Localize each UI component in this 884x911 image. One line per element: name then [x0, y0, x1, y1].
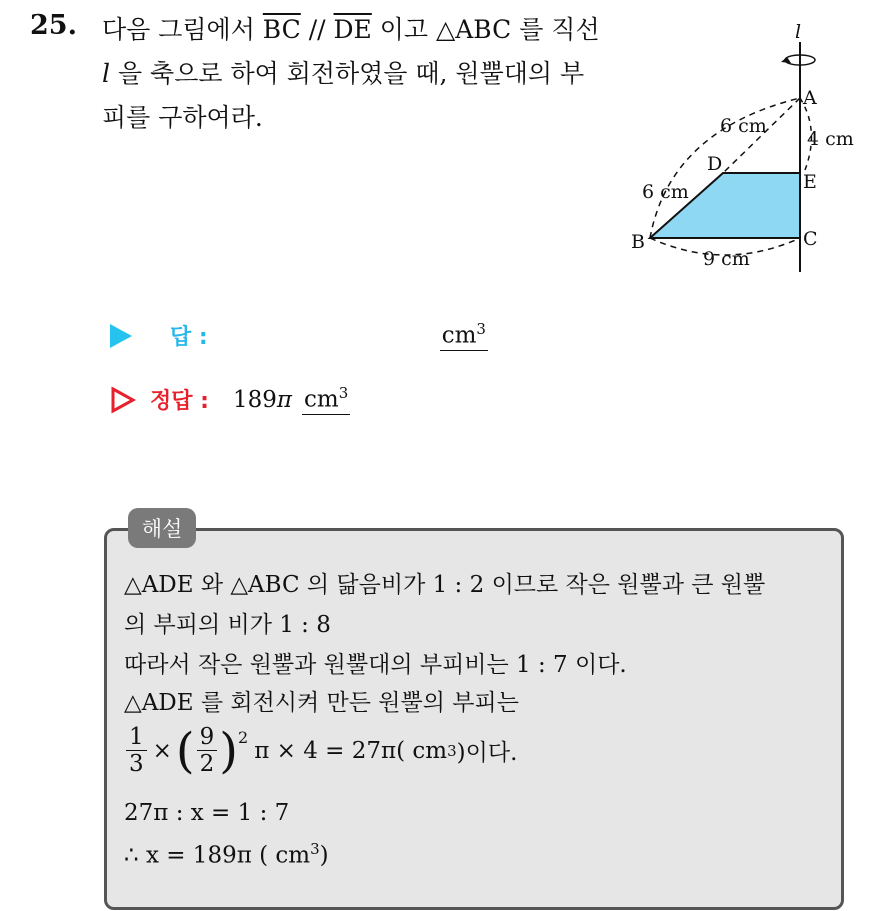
axis-label: l — [795, 21, 802, 43]
answer-row — [110, 320, 488, 351]
point-a-label: A — [803, 87, 817, 109]
left-paren: ( — [175, 722, 195, 779]
answer-label: 답 : — [170, 325, 208, 350]
solution-line-3: 따라서 작은 원뿔과 원뿔대의 부피비는 1 : 7 이다. — [124, 652, 627, 678]
times-symbol: × — [152, 737, 172, 764]
correct-unit-text: cm — [304, 386, 339, 413]
solution-tab: 해설 — [128, 508, 196, 548]
correct-answer-row — [110, 384, 350, 415]
fraction-2-denominator: 2 — [199, 751, 215, 777]
point-e-label: E — [803, 171, 817, 193]
measure-ae: 4 cm — [807, 128, 854, 150]
outline-triangle-icon — [110, 386, 136, 414]
answer-unit-exp: 3 — [476, 320, 486, 339]
solution-line-7-text: ∴ x = 189π ( cm — [124, 842, 311, 869]
fraction-one-third — [126, 724, 147, 777]
point-b-label: B — [631, 231, 645, 253]
question-line-1 — [102, 8, 622, 52]
line-variable: l — [102, 59, 110, 88]
measure-db: 6 cm — [642, 181, 689, 203]
solution-line-7 — [124, 840, 329, 869]
measure-bc: 9 cm — [703, 248, 750, 270]
formula-tail: )이다. — [456, 740, 518, 766]
solution-formula — [124, 724, 517, 777]
question-line-3: 피를 구하여라. — [102, 103, 263, 132]
fraction-1-denominator: 3 — [129, 751, 144, 777]
question-line-1-post: 이고 △ABC 를 직선 — [371, 15, 600, 44]
formula-rest: π × 4 = 27π( cm — [254, 737, 448, 764]
answer-unit — [440, 320, 488, 351]
fraction-1-numerator: 1 — [126, 724, 147, 751]
point-d-label: D — [707, 153, 723, 175]
question-line-2-rest: 을 축으로 하여 회전하였을 때, 원뿔대의 부 — [110, 59, 585, 88]
question-line-1-pre: 다음 그림에서 — [102, 15, 263, 44]
answer-unit-text: cm — [441, 322, 477, 349]
solution-line-7-exp: 3 — [310, 840, 320, 858]
question-text — [102, 8, 622, 140]
solution-line-2: 의 부피의 비가 1 : 8 — [124, 612, 331, 638]
fraction-nine-halves — [197, 724, 218, 777]
solution-line-4: △ADE 를 회전시켜 만든 원뿔의 부피는 — [124, 690, 519, 716]
solution-line-6: 27π : x = 1 : 7 — [124, 800, 290, 826]
correct-unit-exp: 3 — [338, 384, 349, 403]
parallel-symbol: // — [300, 15, 334, 44]
formula-exponent: 2 — [238, 728, 249, 747]
fraction-2-numerator: 9 — [197, 724, 218, 751]
solution-line-1: △ADE 와 △ABC 의 닮음비가 1 : 2 이므로 작은 원뿔과 큰 원뿔 — [124, 572, 766, 598]
measure-ad: 6 cm — [720, 115, 767, 137]
solution-line-7-tail: ) — [319, 842, 329, 869]
point-c-label: C — [803, 228, 818, 250]
segment-bc: $\overline{BC}$ — [262, 15, 301, 44]
correct-unit — [302, 384, 350, 415]
rotation-arrowhead-icon — [781, 57, 791, 63]
play-triangle-icon — [110, 324, 132, 348]
question-number: 25. — [30, 10, 77, 41]
right-paren: ) — [219, 722, 239, 779]
segment-de: $\overline{DE}$ — [333, 15, 372, 44]
formula-rest-exp: 3 — [447, 741, 457, 760]
correct-label: 정답 : — [150, 389, 209, 414]
correct-value-number: 189 — [232, 386, 277, 413]
correct-value-pi: π — [276, 386, 292, 413]
question-line-2 — [102, 52, 622, 96]
frustum-figure — [615, 10, 875, 280]
